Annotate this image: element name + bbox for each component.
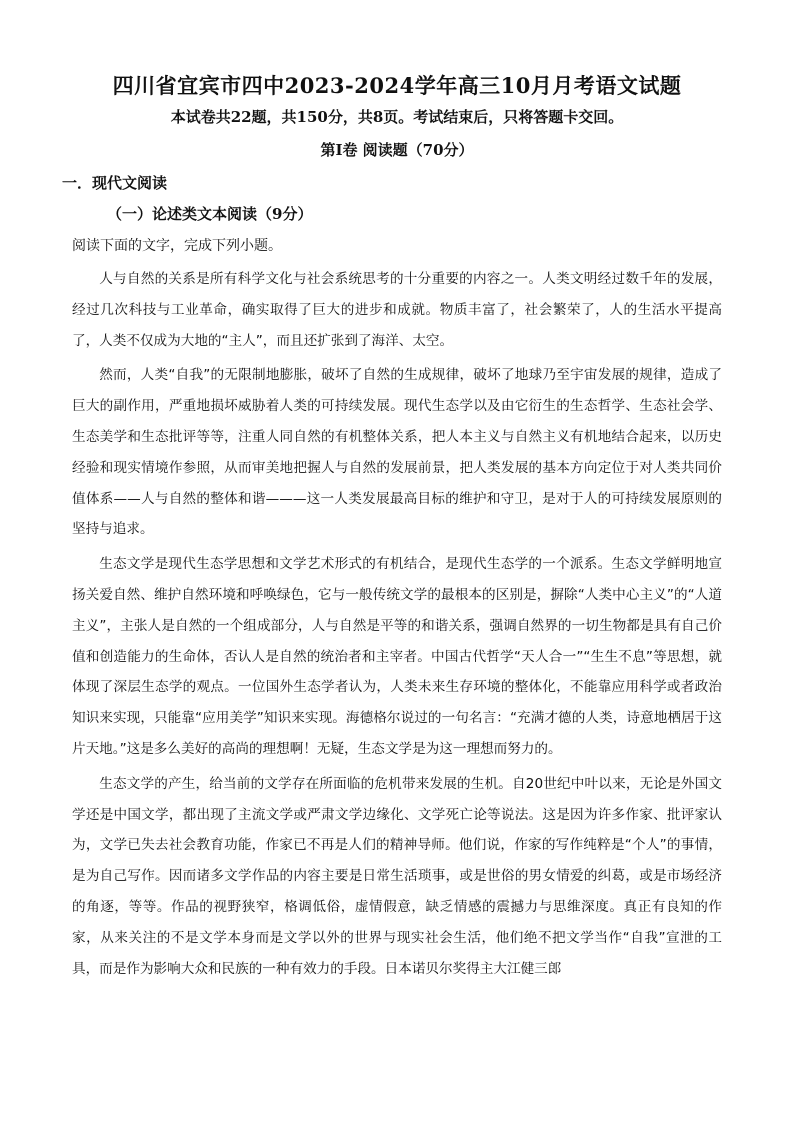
paragraph: 生态文学是现代生态学思想和文学艺术形式的有机结合，是现代生态学的一个派系。生态文学鲜明地宣扬关爱自然、维护自然环境和呼唤绿色，它与一般传统文学的最根本的区别是，摒除“人类中心主义”的“人道主义”，主张人是自然的一个组成部分，人与自然是平等的和谐关系，强调自然界的一切生物都是具有自己价值和创造能力的生命体，否认人是自然的统治者和主宰者。中国古代哲学“天人合一”“生生不息”等思想，就体现了深层生态学的观点。一位国外生态学者认为，人类未来生存环境的整体化，不能靠应用科学或者政治知识来实现，只能靠“应用美学”知识来实现。海德格尔说过的一句名言：“充满才德的人类，诗意地栖居于这片天地。”这是多么美好的高尚的理想啊！无疑，生态文学是为这一理想而努力的。 xyxy=(72,556,722,757)
paragraph: 生态文学的产生，给当前的文学存在所面临的危机带来发展的生机。自20世纪中叶以来，无论是外国文学还是中国文学，都出现了主流文学或严肃文学边缘化、文学死亡论等说法。这是因为许多作家、批评家认为，文学已失去社会教育功能，作家已不再是人们的精神导师。他们说，作家的写作纯粹是“个人”的事情，是为自己写作。因而诸多文学作品的内容主要是日常生活琐事，或是世俗的男女情爱的纠葛，或是市场经济的角逐，等等。作品的视野狭窄，格调低俗，虚情假意，缺乏情感的震撼力与思维深度。真正有良知的作家，从来关注的不是文学本身而是文学以外的世界与现实社会生活，他们绝不把文学当作“自我”宣泄的工具，而是作为影响大众和民族的一种有效力的手段。日本诺贝尔奖得主大江健三郎 xyxy=(72,775,722,977)
paragraph: 然而，人类“自我”的无限制地膨胀，破坏了自然的生成规律，破坏了地球乃至宇宙发展的规律，造成了巨大的副作用，严重地损坏威胁着人类的可持续发展。现代生态学以及由它衍生的生态哲学、生态社会学、生态美学和生态批评等等，注重人同自然的有机整体关系，把人本主义与自然主义有机地结合起来，以历史经验和现实情境作参照，从而审美地把握人与自然的发展前景，把人类发展的基本方向定位于对人类共同价值体系——人与自然的整体和谐———这一人类发展最高目标的维护和守卫，是对于人的可持续发展原则的坚持与追求。 xyxy=(72,367,722,538)
exam-info: 本试卷共22题，共150分，共8页。考试结束后，只将答题卡交回。 xyxy=(170,108,624,126)
section-heading: 一．现代文阅读 xyxy=(62,174,168,192)
paragraph: 人与自然的关系是所有科学文化与社会系统思考的十分重要的内容之一。人类文明经过数千年的发展，经过几次科技与工业革命，确实取得了巨大的进步和成就。物质丰富了，社会繁荣了，人的生活水平提高了，人类不仅成为大地的“主人”，而且还扩张到了海洋、太空。 xyxy=(72,271,722,349)
subsection-heading: （一）论述类文本阅读（9分） xyxy=(107,205,313,223)
volume-heading: 第Ⅰ卷 阅读题（70分） xyxy=(320,141,474,159)
passage-body xyxy=(72,264,722,988)
page-title: 四川省宜宾市四中2023-2024学年高三10月月考语文试题 xyxy=(112,73,682,98)
reading-instruction: 阅读下面的文字，完成下列小题。 xyxy=(72,238,282,254)
